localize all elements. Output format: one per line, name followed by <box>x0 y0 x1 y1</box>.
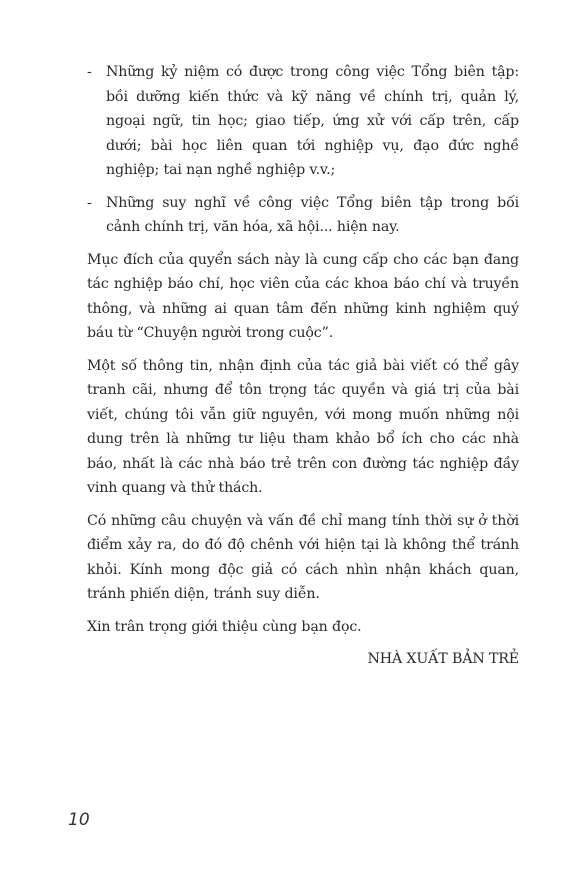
page-body <box>87 60 519 672</box>
bullet-item-thoughts <box>87 191 519 240</box>
publisher-signature: NHÀ XUẤT BẢN TRẺ <box>367 651 519 667</box>
paragraph-closing: Xin trân trọng giới thiệu cùng bạn đọc. <box>87 618 362 635</box>
bullet-marker: - <box>87 194 92 211</box>
paragraph-purpose: Mục đích của quyển sách này là cung cấp cho các bạn đang tác nghiệp báo chí, học viên của các khoa báo chí và truyền thông, và những ai quan tâm đến những kinh nghiệm quý báu từ “Chuyện người trong cuộc”. <box>87 251 519 341</box>
bullet-text: Những suy nghĩ về công việc Tổng biên tập trong bối cảnh chính trị, văn hóa, xã hội... hiện nay. <box>106 194 519 235</box>
bullet-text: Những kỷ niệm có được trong công việc Tổng biên tập: bồi dưỡng kiến thức và kỹ năng về chính trị, quản lý, ngoại ngữ, tin học; giao tiếp, ứng xử với cấp trên, cấp dưới; bài học liên quan tới nghiệp vụ, đạo đức nghề nghiệp; tai nạn nghề nghiệp v.v.; <box>106 64 519 178</box>
bullet-marker: - <box>87 64 92 80</box>
paragraph-disclaimer: Một số thông tin, nhận định của tác giả bài viết có thể gây tranh cãi, nhưng để tôn trọng tác quyền và giá trị của bài viết, chúng tôi vẫn giữ nguyên, với mong muốn những nội dung trên là những tư liệu tham khảo bổ ích cho các nhà báo, nhất là các nhà báo trẻ trên con đường tác nghiệp đầy vinh quang và thử thách. <box>87 357 519 496</box>
page-number: 10 <box>68 810 90 830</box>
bullet-item-memories <box>87 60 519 183</box>
paragraph-timeliness: Có những câu chuyện và vấn đề chỉ mang tính thời sự ở thời điểm xảy ra, do đó độ chênh với hiện tại là không thể tránh khỏi. Kính mong độc giả có cách nhìn nhận khách quan, tránh phiến diện, tránh suy diễn. <box>87 512 519 602</box>
